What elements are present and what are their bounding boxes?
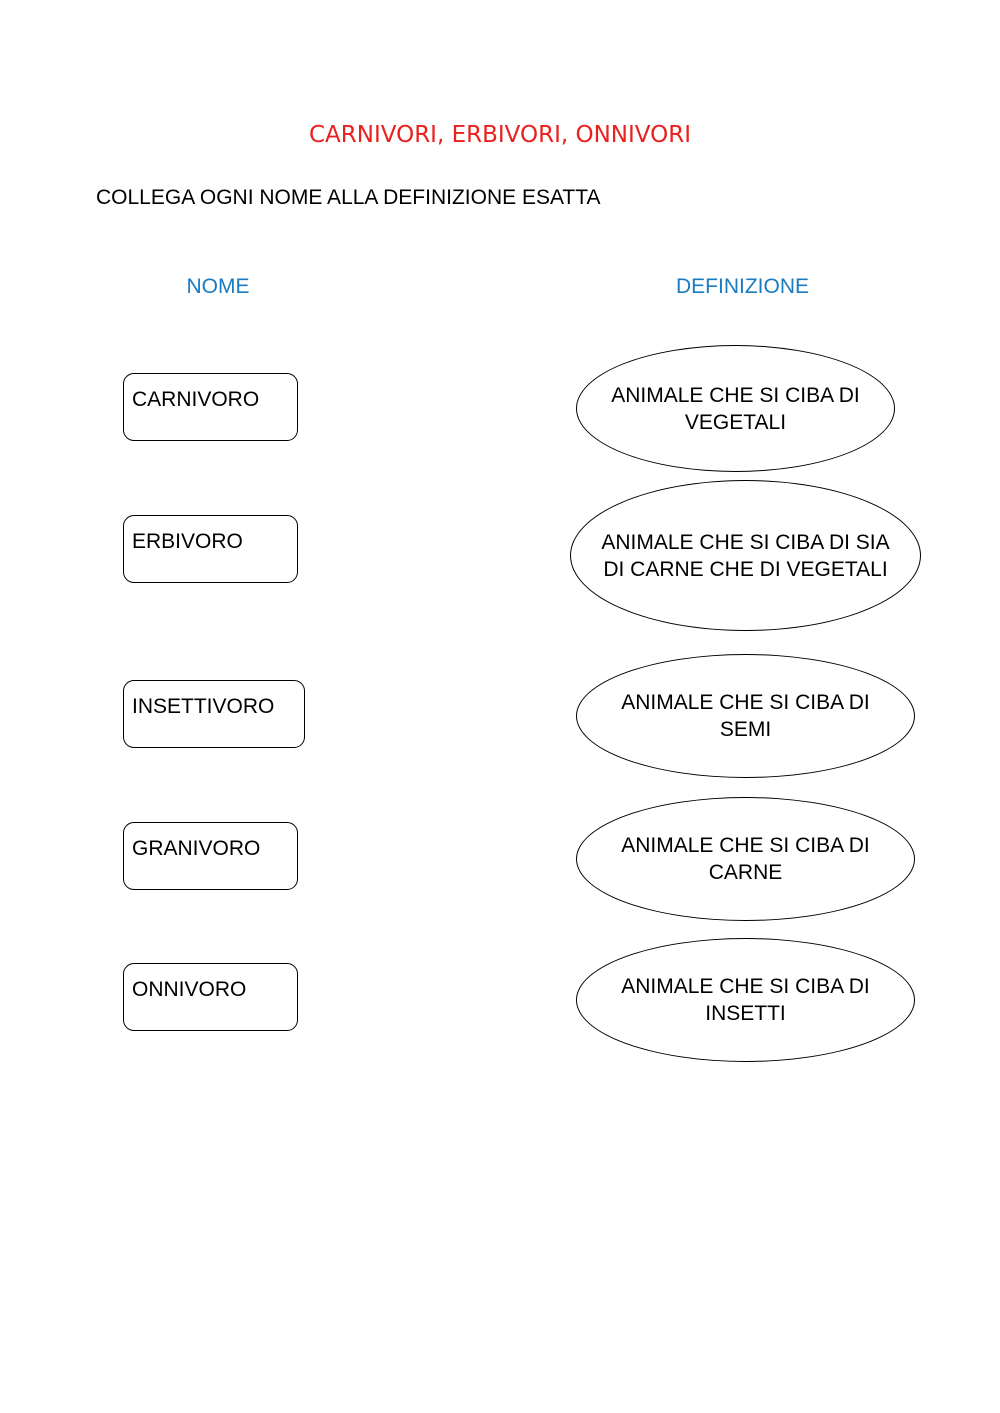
name-label: INSETTIVORO <box>132 695 275 718</box>
definition-text: ANIMALE CHE SI CIBA DI SEMI <box>621 691 870 741</box>
name-box-granivoro[interactable] <box>123 822 298 890</box>
definition-text: ANIMALE CHE SI CIBA DI VEGETALI <box>611 383 860 434</box>
definition-text: ANIMALE CHE SI CIBA DI INSETTI <box>621 975 870 1025</box>
definition-oval-semi[interactable] <box>576 654 915 778</box>
name-box-carnivoro[interactable] <box>123 373 298 441</box>
definition-oval-vegetali[interactable] <box>576 345 895 472</box>
name-label: GRANIVORO <box>132 837 261 860</box>
column-header-name: NOME <box>186 275 250 298</box>
definition-text: ANIMALE CHE SI CIBA DI SIA DI CARNE CHE DI VEGETALI <box>601 530 890 581</box>
definition-oval-carne[interactable] <box>576 797 915 921</box>
definition-text: ANIMALE CHE SI CIBA DI CARNE <box>621 834 870 884</box>
page-title: CARNIVORI, ERBIVORI, ONNIVORI <box>309 122 691 148</box>
name-label: CARNIVORO <box>132 388 260 411</box>
definition-oval-carne-vegetali[interactable] <box>570 480 921 631</box>
name-box-erbivoro[interactable] <box>123 515 298 583</box>
definition-oval-insetti[interactable] <box>576 938 915 1062</box>
name-box-insettivoro[interactable] <box>123 680 305 748</box>
name-label: ERBIVORO <box>132 530 243 553</box>
column-header-definition: DEFINIZIONE <box>675 275 809 298</box>
instruction-text: COLLEGA OGNI NOME ALLA DEFINIZIONE ESATTA <box>96 186 601 209</box>
name-box-onnivoro[interactable] <box>123 963 298 1031</box>
name-label: ONNIVORO <box>132 978 247 1001</box>
